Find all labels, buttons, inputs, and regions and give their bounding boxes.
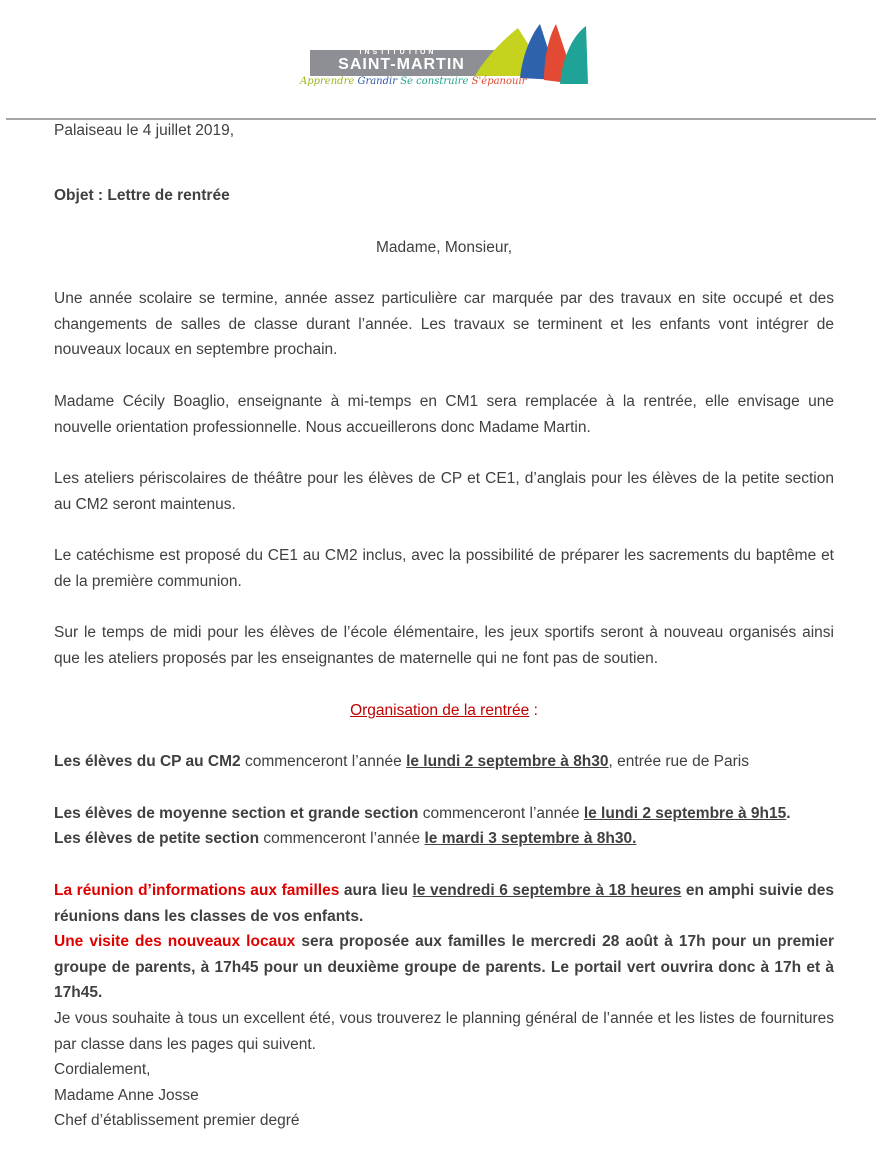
logo-name-text: SAINT-MARTIN xyxy=(338,56,465,73)
closing-paragraph: Je vous souhaite à tous un excellent été, vous trouverez le planning général de l’année et les listes de fournitures par classe dans les pages qui suivent. xyxy=(54,1010,834,1053)
rentree-after: . xyxy=(786,805,791,822)
organisation-heading-colon: : xyxy=(529,702,538,719)
rentree-mid: commenceront l’année xyxy=(259,830,425,847)
rentree-when: le lundi 2 septembre à 8h30 xyxy=(406,753,609,770)
visite-paragraph xyxy=(54,929,834,1006)
salutation: Madame, Monsieur, xyxy=(375,239,513,256)
rentree-petite xyxy=(54,826,834,852)
paragraph-ateliers: Les ateliers périscolaires de théâtre pour les élèves de CP et CE1, d’anglais pour les élèves de la petite section au CM2 seront maintenus. xyxy=(54,470,834,513)
rentree-who: Les élèves de moyenne section et grande section xyxy=(54,805,419,822)
tagline-word: S'épanouir xyxy=(471,76,527,87)
rentree-who: Les élèves du CP au CM2 xyxy=(54,753,241,770)
rentree-cp-cm2 xyxy=(54,749,834,775)
reunion-after: en amphi suivie des réunions dans les classes de vos enfants. xyxy=(54,882,835,925)
tagline-word: Apprendre xyxy=(300,76,355,87)
rentree-after: , entrée rue de Paris xyxy=(608,753,749,770)
logo-tagline xyxy=(300,76,600,87)
institution-logo xyxy=(300,18,600,98)
reunion-paragraph xyxy=(54,878,834,929)
signatory-name: Madame Anne Josse xyxy=(54,1087,199,1104)
paragraph-enseignante: Madame Cécily Boaglio, enseignante à mi-temps en CM1 sera remplacée à la rentrée, elle envisage une nouvelle orientation professionnelle. Nous accueillerons donc Madame Martin. xyxy=(54,393,834,436)
reunion-lead: La réunion d’informations aux familles xyxy=(54,882,340,899)
visite-rest: sera proposée aux familles le mercredi 28 août à 17h pour un premier groupe de parents, à 17h45 pour un deuxième groupe de parents. Le portail vert ouvrira donc à 17h et à 17h45. xyxy=(54,933,834,1002)
subject-line: Objet : Lettre de rentrée xyxy=(54,187,230,204)
rentree-mid: commenceront l’année xyxy=(418,805,584,822)
place-date: Palaiseau le 4 juillet 2019, xyxy=(54,122,235,139)
rentree-mid: commenceront l’année xyxy=(240,753,407,770)
reunion-mid: aura lieu xyxy=(339,882,413,899)
rentree-when: le lundi 2 septembre à 9h15 xyxy=(583,805,787,822)
logo-institution-text: INSTITUTION xyxy=(359,49,437,56)
regards: Cordialement, xyxy=(54,1061,151,1078)
signatory-title: Chef d’établissement premier degré xyxy=(54,1112,300,1129)
rentree-when: le mardi 3 septembre à 8h30. xyxy=(424,830,637,847)
reunion-when: le vendredi 6 septembre à 18 heures xyxy=(412,882,682,899)
organisation-heading xyxy=(54,698,834,724)
paragraph-travaux: Une année scolaire se termine, année assez particulière car marquée par des travaux en site occupé et des changements de salles de classe durant l’année. Les travaux se terminent et les enfants vont intégrer de nouveaux locaux en septembre prochain. xyxy=(54,290,834,359)
paragraph-catechisme: Le catéchisme est proposé du CE1 au CM2 inclus, avec la possibilité de préparer les sacrements du baptême et de la première communion. xyxy=(54,547,834,590)
rentree-who: Les élèves de petite section xyxy=(54,830,260,847)
rentree-moyenne-grande xyxy=(54,801,834,827)
tagline-word: Se construire xyxy=(400,76,469,87)
paragraph-midi: Sur le temps de midi pour les élèves de l’école élémentaire, les jeux sportifs seront à nouveau organisés ainsi que les ateliers proposés par les enseignantes de maternelle qui ne font pas de soutien. xyxy=(54,624,834,667)
organisation-heading-text: Organisation de la rentrée xyxy=(350,702,530,719)
tagline-word: Grandir xyxy=(357,76,398,87)
visite-lead: Une visite des nouveaux locaux xyxy=(54,933,296,950)
